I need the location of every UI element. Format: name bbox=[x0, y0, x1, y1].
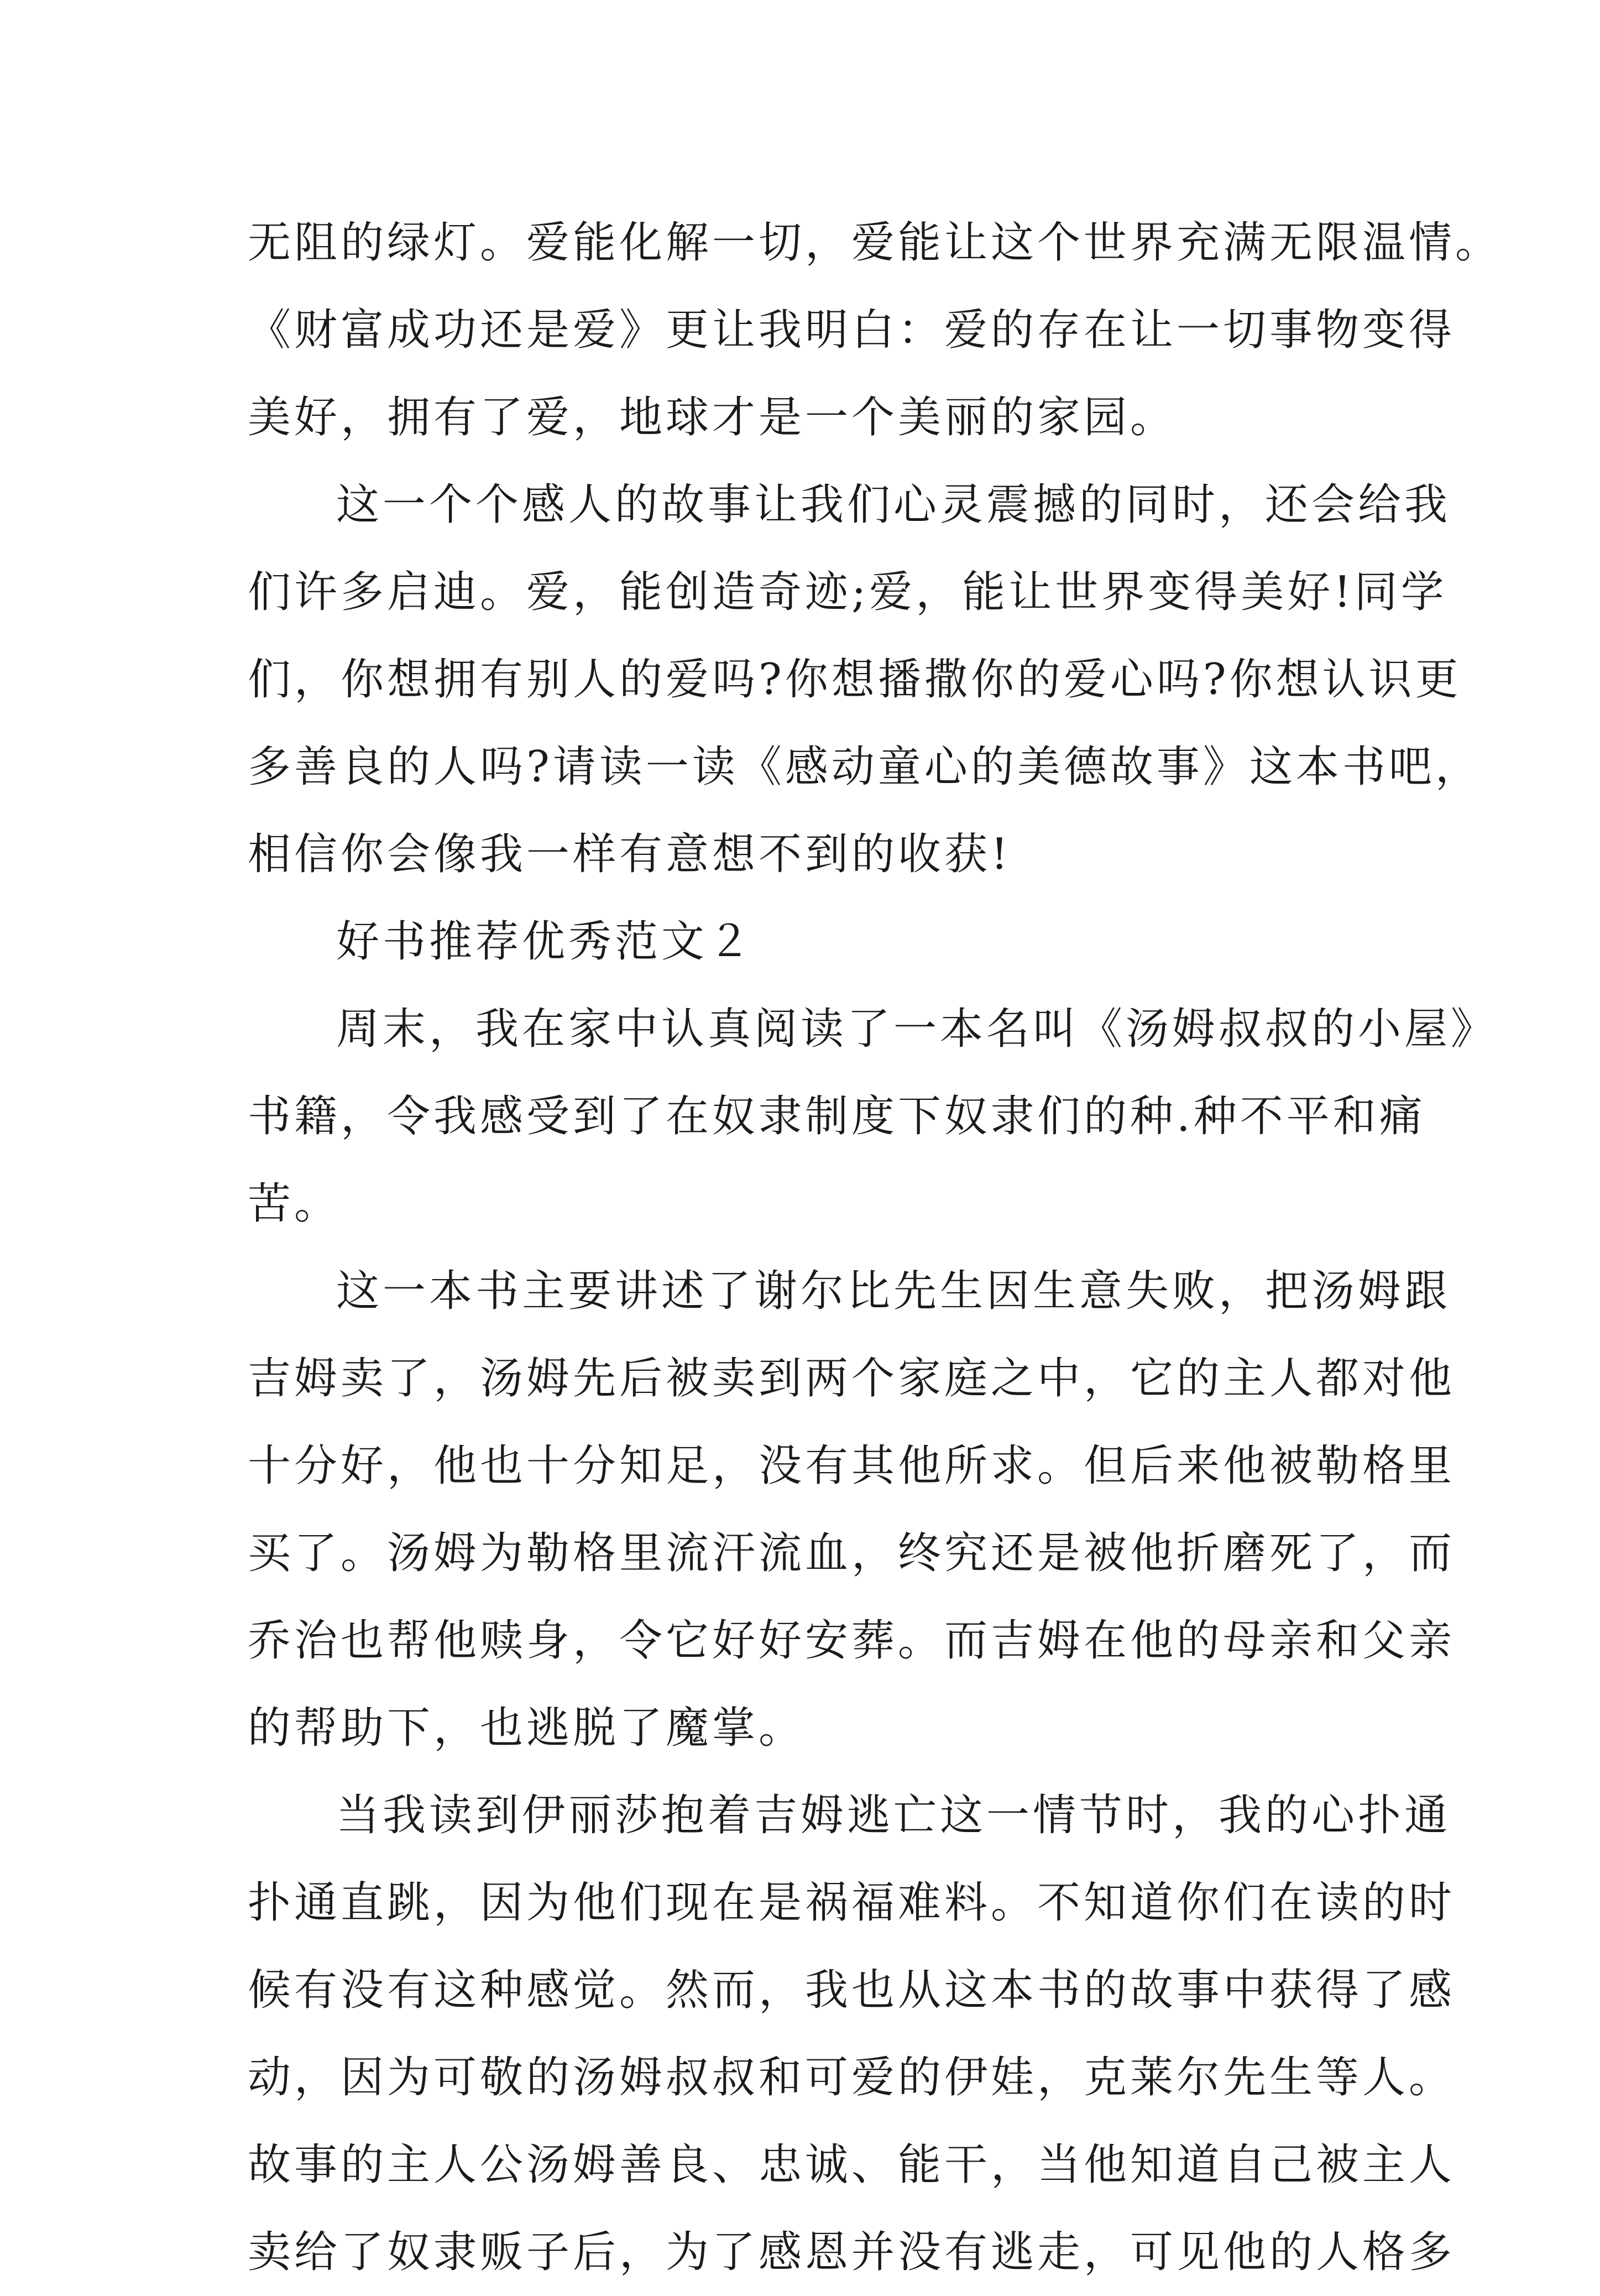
text-line: 买了。汤姆为勒格里流汗流血，终究还是被他折磨死了，而 bbox=[248, 1528, 1456, 1578]
text-line: 无阻的绿灯。爱能化解一切，爱能让这个世界充满无限温情。 bbox=[248, 218, 1502, 268]
paragraph-start-line: 这一个个感人的故事让我们心灵震撼的同时，还会给我 bbox=[336, 480, 1451, 530]
text-line: 相信你会像我一样有意想不到的收获! bbox=[248, 829, 1012, 879]
paragraph-start-line: 当我读到伊丽莎抱着吉姆逃亡这一情节时，我的心扑通 bbox=[336, 1791, 1451, 1840]
section-heading: 好书推荐优秀范文２ bbox=[336, 917, 755, 967]
text-line: 候有没有这种感觉。然而，我也从这本书的故事中获得了感 bbox=[248, 1965, 1456, 2015]
paragraph-start-line: 周末，我在家中认真阅读了一本名叫《汤姆叔叔的小屋》 bbox=[336, 1004, 1498, 1054]
text-line: 扑通直跳，因为他们现在是祸福难料。不知道你们在读的时 bbox=[248, 1878, 1456, 1928]
text-line: 十分好，他也十分知足，没有其他所求。但后来他被勒格里 bbox=[248, 1441, 1456, 1491]
text-line: 书籍，令我感受到了在奴隶制度下奴隶们的种.种不平和痛 bbox=[248, 1092, 1426, 1141]
text-line: 卖给了奴隶贩子后，为了感恩并没有逃走，可见他的人格多 bbox=[248, 2227, 1456, 2277]
text-line: 故事的主人公汤姆善良、忠诚、能干，当他知道自己被主人 bbox=[248, 2140, 1456, 2190]
document-body bbox=[248, 199, 1502, 2296]
paragraph-start-line: 这一本书主要讲述了谢尔比先生因生意失败，把汤姆跟 bbox=[336, 1266, 1451, 1316]
text-line: 苦。 bbox=[248, 1179, 341, 1229]
text-line: 美好，拥有了爱，地球才是一个美丽的家园。 bbox=[248, 393, 1177, 442]
text-line: 们许多启迪。爱，能创造奇迹;爱，能让世界变得美好!同学 bbox=[248, 567, 1447, 617]
text-line: 吉姆卖了，汤姆先后被卖到两个家庭之中，它的主人都对他 bbox=[248, 1354, 1456, 1403]
text-line: 多善良的人吗?请读一读《感动童心的美德故事》这本书吧， bbox=[248, 742, 1482, 792]
text-line: 们，你想拥有别人的爱吗?你想播撒你的爱心吗?你想认识更 bbox=[248, 655, 1462, 705]
text-line: 的帮助下，也逃脱了魔掌。 bbox=[248, 1703, 806, 1753]
text-line: 动，因为可敬的汤姆叔叔和可爱的伊娃，克莱尔先生等人。 bbox=[248, 2053, 1456, 2102]
text-line: 乔治也帮他赎身，令它好好安葬。而吉姆在他的母亲和父亲 bbox=[248, 1616, 1456, 1666]
text-line: 《财富成功还是爱》更让我明白：爱的存在让一切事物变得 bbox=[248, 305, 1456, 355]
